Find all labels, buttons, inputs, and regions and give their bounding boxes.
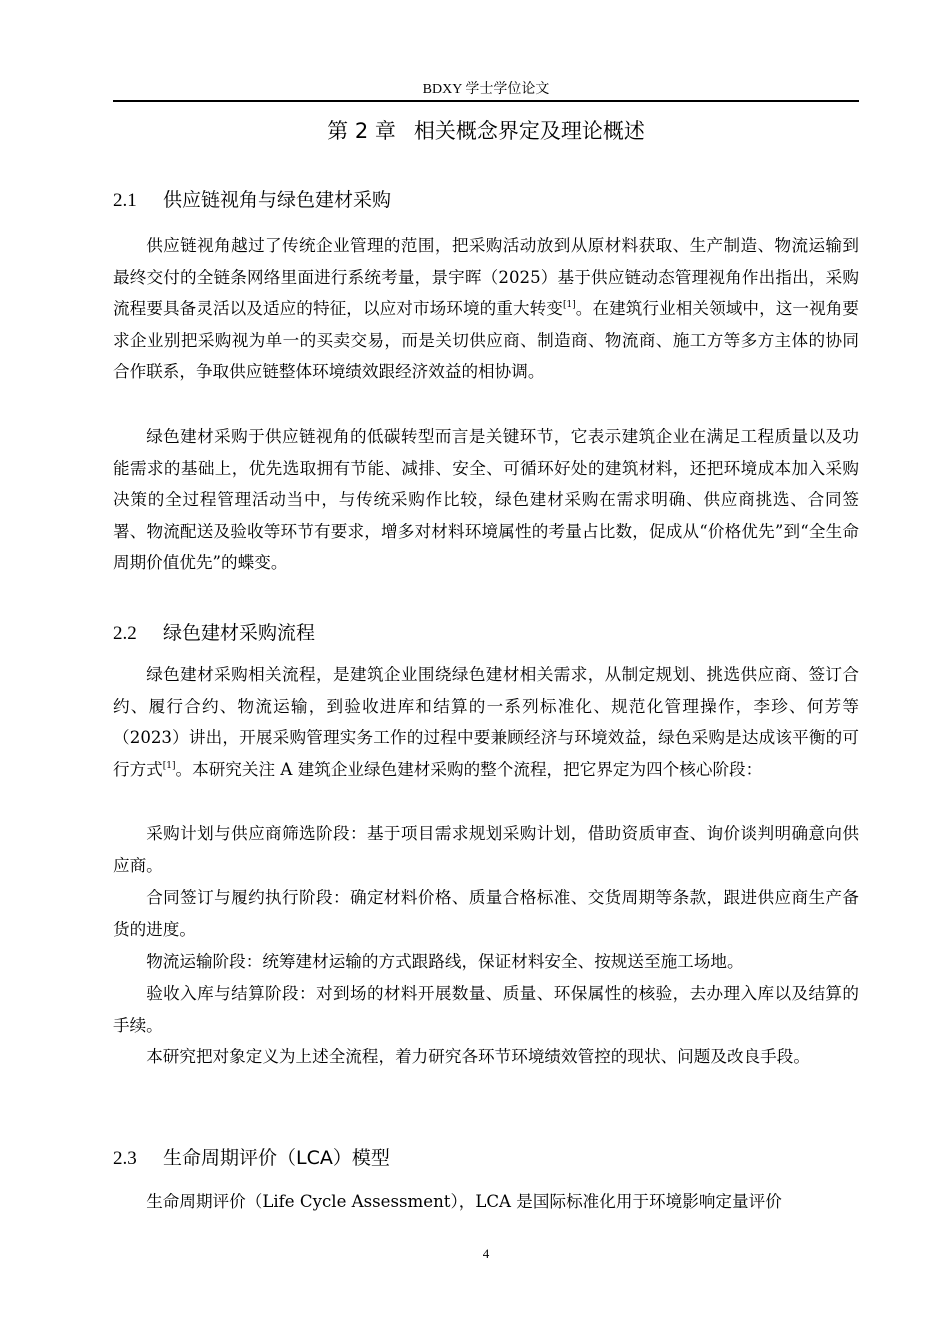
section-title: 供应链视角与绿色建材采购 bbox=[163, 189, 392, 211]
paragraph: 生命周期评价（Life Cycle Assessment），LCA 是国际标准化用于环境影响定量评价 bbox=[146, 1192, 782, 1211]
header-rule bbox=[113, 100, 859, 102]
citation: [1] bbox=[162, 760, 176, 771]
paragraph: 验收入库与结算阶段：对到场的材料开展数量、质量、环保属性的核验，去办理入库以及结算的手续。 bbox=[113, 984, 859, 1035]
citation: [1] bbox=[562, 300, 576, 310]
paragraph: 采购计划与供应商筛选阶段：基于项目需求规划采购计划，借助资质审查、询价谈判明确意向供应商。 bbox=[113, 824, 859, 875]
paragraph bbox=[113, 230, 859, 388]
paragraph: 绿色建材采购于供应链视角的低碳转型而言是关键环节，它表示建筑企业在满足工程质量以及功能需求的基础上，优先选取拥有节能、减排、安全、可循环好处的建筑材料，还把环境成本加入采购决策的全过程管理活动当中，与传统采购作比较，绿色建材采购在需求明确、供应商挑选、合同签署、物流配送及验收等环节有要求，增多对材料环境属性的考量占比数，促成从“价格优先”到“全生命周期价值优先”的蝶变。 bbox=[113, 427, 859, 572]
section-number: 2.2 bbox=[113, 623, 137, 644]
paragraph-text: 。本研究关注 A 建筑企业绿色建材采购的整个流程，把它界定为四个核心阶段： bbox=[175, 759, 763, 779]
section-heading-2-2 bbox=[113, 619, 315, 648]
paragraph: 本研究把对象定义为上述全流程，着力研究各环节环境绩效管控的现状、问题及改良手段。 bbox=[146, 1047, 810, 1066]
paragraph bbox=[113, 659, 859, 785]
section-number: 2.1 bbox=[113, 190, 137, 211]
chapter-title-text: 相关概念界定及理论概述 bbox=[413, 119, 645, 143]
paragraph: 物流运输阶段：统筹建材运输的方式跟路线，保证材料安全、按规送至施工场地。 bbox=[146, 952, 744, 971]
chapter-title bbox=[113, 116, 859, 146]
section-title: 生命周期评价（LCA）模型 bbox=[163, 1147, 390, 1169]
paragraph-text: 绿色建材采购相关流程，是建筑企业围绕绿色建材相关需求，从制定规划、挑选供应商、签订合约、履行合约、物流运输，到验收进库和结算的一系列标准化、规范化管理操作，李珍、何芳等（2023）讲出，开展采购管理实务工作的过程中要兼顾经济与环境效益，绿色采购是达成该平衡的可行方式 bbox=[113, 665, 859, 779]
section-heading-2-1 bbox=[113, 186, 391, 215]
section-heading-2-3 bbox=[113, 1144, 390, 1173]
page-number: 4 bbox=[482, 1246, 490, 1261]
paragraph-text: 供应链视角越过了传统企业管理的范围，把采购活动放到从原材料获取、生产制造、物流运输到最终交付的全链条网络里面进行系统考量，景宇晖（2025）基于供应链动态管理视角作出指出，采购流程要具备灵活以及适应的特征，以应对市场环境的重大转变 bbox=[113, 236, 859, 318]
running-header: BDXY 学士学位论文 bbox=[422, 82, 550, 97]
section-title: 绿色建材采购流程 bbox=[163, 622, 316, 644]
paragraph-text: 。在建筑行业相关领域中，这一视角要求企业别把采购视为单一的买卖交易，而是关切供应商、制造商、物流商、施工方等多方主体的协同合作联系，争取供应链整体环境绩效跟经济效益的相协调。 bbox=[113, 299, 860, 381]
paragraph: 合同签订与履约执行阶段：确定材料价格、质量合格标准、交货周期等条款，跟进供应商生产备货的进度。 bbox=[113, 888, 859, 939]
chapter-number: 第 2 章 bbox=[327, 119, 396, 143]
section-number: 2.3 bbox=[113, 1148, 137, 1169]
